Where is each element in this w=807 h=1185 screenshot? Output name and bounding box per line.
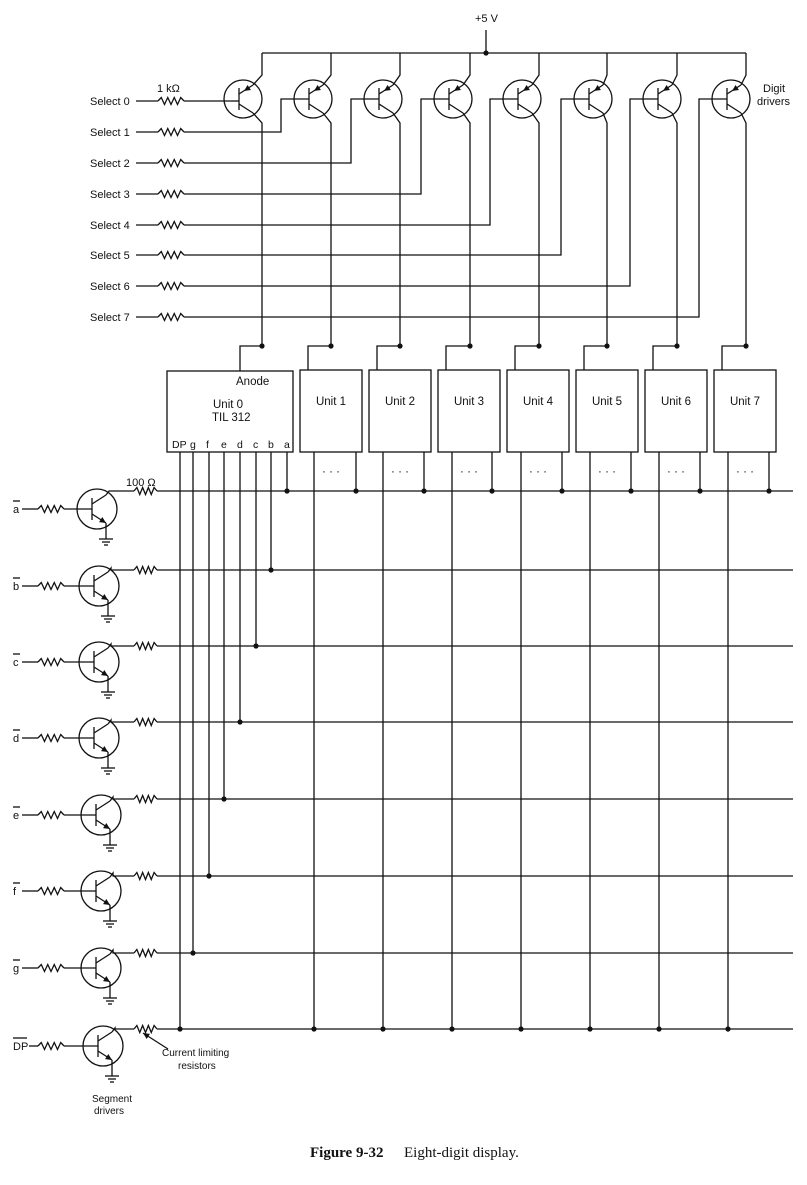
circuit-drawing bbox=[13, 30, 793, 1082]
emitter-to-rail bbox=[393, 53, 400, 85]
junction-dot bbox=[397, 343, 402, 348]
unit0-pin-d: d bbox=[237, 439, 243, 451]
junction-dot bbox=[328, 343, 333, 348]
select-label-2: Select 2 bbox=[90, 158, 130, 170]
transistor-collector bbox=[94, 724, 108, 733]
emitter-arrow bbox=[101, 670, 108, 676]
base-resistor-a bbox=[38, 506, 64, 513]
emitter-arrow bbox=[244, 85, 251, 91]
unit0-pin-g: g bbox=[190, 439, 196, 451]
collector-to-anode bbox=[672, 113, 677, 346]
transistor-collector bbox=[658, 104, 672, 113]
emitter-arrow bbox=[101, 746, 108, 752]
unit-box-2 bbox=[369, 370, 431, 452]
junction-dot bbox=[628, 488, 633, 493]
anode-tab bbox=[240, 346, 262, 371]
unit0-pin-e: e bbox=[221, 439, 227, 451]
unit-label-5: Unit 5 bbox=[591, 396, 623, 408]
junction-dot bbox=[467, 343, 472, 348]
transistor-collector bbox=[96, 877, 110, 886]
base-resistor-d bbox=[38, 735, 64, 742]
collector-lead bbox=[110, 950, 134, 954]
current-limiting-label-1: Current limiting bbox=[162, 1048, 230, 1059]
junction-dot bbox=[674, 343, 679, 348]
anode-tab bbox=[377, 346, 400, 370]
junction-dot bbox=[604, 343, 609, 348]
segment-resistor-label: 100 Ω bbox=[126, 477, 156, 489]
unit0-pin-a: a bbox=[284, 439, 290, 451]
emitter-arrow bbox=[314, 85, 321, 91]
current-limiting-resistor-DP bbox=[134, 1026, 157, 1033]
emitter-arrow bbox=[99, 517, 106, 523]
unit-box-3 bbox=[438, 370, 500, 452]
emitter-arrow bbox=[105, 1054, 112, 1060]
segment-input-DP: DP bbox=[13, 1041, 29, 1053]
select-resistor-6 bbox=[158, 283, 184, 290]
digit-driver-transistor-0 bbox=[224, 80, 262, 118]
unit-label-7: Unit 7 bbox=[729, 396, 761, 408]
junction-dot bbox=[284, 488, 289, 493]
callout-arrow bbox=[143, 1033, 150, 1039]
anode-tab bbox=[722, 346, 746, 370]
select-label-0: Select 0 bbox=[90, 96, 130, 108]
transistor-collector bbox=[239, 104, 253, 113]
collector-to-anode bbox=[393, 113, 400, 346]
segment-input-b: b bbox=[13, 581, 20, 593]
unit0-name: Unit 0 bbox=[213, 399, 244, 411]
current-limiting-label-2: resistors bbox=[178, 1061, 216, 1072]
emitter-to-rail bbox=[253, 53, 262, 85]
select-label-4: Select 4 bbox=[90, 220, 130, 232]
unit-pins-ellipsis: · · · bbox=[529, 466, 547, 478]
anode-tab bbox=[446, 346, 470, 370]
current-limiting-resistor-g bbox=[134, 950, 157, 957]
select-resistor-label: 1 kΩ bbox=[157, 83, 180, 95]
transistor-collector bbox=[96, 801, 110, 810]
segment-input-g: g bbox=[13, 963, 20, 975]
collector-to-anode bbox=[463, 113, 470, 346]
segment-input-a: a bbox=[13, 504, 20, 516]
emitter-to-rail bbox=[603, 53, 607, 85]
emitter-arrow bbox=[523, 85, 530, 91]
select-resistor-0 bbox=[158, 98, 184, 105]
junction-dot bbox=[449, 1026, 454, 1031]
transistor-collector bbox=[94, 648, 108, 657]
unit0-pin-b: b bbox=[268, 439, 274, 451]
base-resistor-c bbox=[38, 659, 64, 666]
collector-to-anode bbox=[741, 113, 746, 346]
unit0-anode-label: Anode bbox=[236, 376, 270, 388]
base-wire-5 bbox=[184, 99, 589, 255]
transistor-collector bbox=[379, 104, 393, 113]
anode-tab bbox=[584, 346, 607, 370]
emitter-to-rail bbox=[741, 53, 746, 85]
current-limiting-resistor-e bbox=[134, 796, 157, 803]
emitter-arrow bbox=[101, 594, 108, 600]
unit-box-4 bbox=[507, 370, 569, 452]
transistor-collector bbox=[94, 572, 108, 581]
digit-drivers-label-1: Digit bbox=[763, 83, 786, 95]
unit-pins-ellipsis: · · · bbox=[667, 466, 685, 478]
unit0-pin-c: c bbox=[253, 439, 259, 451]
emitter-arrow bbox=[594, 85, 601, 91]
digit-drivers-label-2: drivers bbox=[757, 96, 791, 108]
junction-dot bbox=[725, 1026, 730, 1031]
anode-tab bbox=[308, 346, 331, 370]
select-label-1: Select 1 bbox=[90, 127, 130, 139]
junction-dot bbox=[237, 719, 242, 724]
current-limiting-resistor-c bbox=[134, 643, 157, 650]
unit-label-4: Unit 4 bbox=[522, 396, 554, 408]
emitter-arrow bbox=[732, 85, 739, 91]
unit-box-6 bbox=[645, 370, 707, 452]
junction-dot bbox=[221, 796, 226, 801]
unit-pins-ellipsis: · · · bbox=[598, 466, 616, 478]
junction-dot bbox=[311, 1026, 316, 1031]
transistor-collector bbox=[449, 104, 463, 113]
unit0-pin-f: f bbox=[206, 439, 209, 451]
caption-number: Figure 9-32 bbox=[310, 1145, 384, 1161]
unit-pins-ellipsis: · · · bbox=[736, 466, 754, 478]
current-limiting-resistor-f bbox=[134, 873, 157, 880]
segment-input-c: c bbox=[13, 657, 19, 669]
segment-input-d: d bbox=[13, 733, 20, 745]
unit0-pin-DP: DP bbox=[172, 439, 187, 451]
unit-pins-ellipsis: · · · bbox=[460, 466, 478, 478]
emitter-arrow bbox=[103, 823, 110, 829]
junction-dot bbox=[559, 488, 564, 493]
emitter-arrow bbox=[103, 976, 110, 982]
emitter-to-rail bbox=[463, 53, 470, 85]
base-wire-1 bbox=[184, 99, 309, 132]
base-resistor-DP bbox=[38, 1043, 64, 1050]
transistor-collector bbox=[309, 104, 323, 113]
junction-dot bbox=[656, 1026, 661, 1031]
junction-dot bbox=[259, 343, 264, 348]
junction-dot bbox=[353, 488, 358, 493]
unit-label-2: Unit 2 bbox=[384, 396, 416, 408]
emitter-to-rail bbox=[532, 53, 539, 85]
anode-tab bbox=[653, 346, 677, 370]
emitter-arrow bbox=[103, 899, 110, 905]
base-resistor-g bbox=[38, 965, 64, 972]
collector-lead bbox=[110, 873, 134, 877]
select-label-6: Select 6 bbox=[90, 281, 130, 293]
collector-to-anode bbox=[603, 113, 607, 346]
junction-dot bbox=[421, 488, 426, 493]
base-resistor-b bbox=[38, 583, 64, 590]
select-label-5: Select 5 bbox=[90, 250, 130, 262]
collector-to-anode bbox=[253, 113, 262, 346]
transistor-collector bbox=[727, 104, 741, 113]
junction-dot bbox=[190, 950, 195, 955]
current-limiting-resistor-d bbox=[134, 719, 157, 726]
current-limiting-resistor-b bbox=[134, 567, 157, 574]
segment-drivers-label-2: drivers bbox=[94, 1106, 125, 1117]
unit-box-7 bbox=[714, 370, 776, 452]
emitter-to-rail bbox=[672, 53, 677, 85]
collector-to-anode bbox=[532, 113, 539, 346]
caption-title: Eight-digit display. bbox=[404, 1145, 519, 1161]
unit-label-1: Unit 1 bbox=[315, 396, 347, 408]
select-resistor-3 bbox=[158, 191, 184, 198]
junction-dot bbox=[697, 488, 702, 493]
unit-label-3: Unit 3 bbox=[453, 396, 485, 408]
unit-box-5 bbox=[576, 370, 638, 452]
junction-dot bbox=[536, 343, 541, 348]
collector-lead bbox=[110, 797, 134, 801]
emitter-to-rail bbox=[323, 53, 331, 85]
emitter-arrow bbox=[454, 85, 461, 91]
junction-dot bbox=[268, 567, 273, 572]
supply-label: +5 V bbox=[475, 13, 498, 25]
transistor-collector bbox=[589, 104, 603, 113]
segment-input-f: f bbox=[13, 886, 17, 898]
emitter-arrow bbox=[384, 85, 391, 91]
select-resistor-4 bbox=[158, 222, 184, 229]
junction-dot bbox=[483, 50, 488, 55]
emitter-arrow bbox=[663, 85, 670, 91]
transistor-collector bbox=[518, 104, 532, 113]
unit-label-6: Unit 6 bbox=[660, 396, 692, 408]
unit-pins-ellipsis: · · · bbox=[322, 466, 340, 478]
select-resistor-7 bbox=[158, 314, 184, 321]
select-resistor-5 bbox=[158, 252, 184, 259]
collector-to-anode bbox=[323, 113, 331, 346]
transistor-collector bbox=[92, 495, 106, 504]
junction-dot bbox=[489, 488, 494, 493]
transistor-collector bbox=[96, 954, 110, 963]
junction-dot bbox=[518, 1026, 523, 1031]
base-wire-3 bbox=[184, 99, 449, 194]
transistor-collector bbox=[98, 1032, 112, 1041]
unit0-part: TIL 312 bbox=[212, 412, 251, 424]
select-resistor-1 bbox=[158, 129, 184, 136]
junction-dot bbox=[253, 643, 258, 648]
junction-dot bbox=[206, 873, 211, 878]
segment-input-e: e bbox=[13, 810, 20, 822]
junction-dot bbox=[766, 488, 771, 493]
select-resistor-2 bbox=[158, 160, 184, 167]
select-label-7: Select 7 bbox=[90, 312, 130, 324]
junction-dot bbox=[177, 1026, 182, 1031]
base-resistor-f bbox=[38, 888, 64, 895]
base-resistor-e bbox=[38, 812, 64, 819]
anode-tab bbox=[515, 346, 539, 370]
segment-drivers-label-1: Segment bbox=[92, 1094, 133, 1105]
unit-pins-ellipsis: · · · bbox=[391, 466, 409, 478]
select-label-3: Select 3 bbox=[90, 189, 130, 201]
junction-dot bbox=[380, 1026, 385, 1031]
junction-dot bbox=[587, 1026, 592, 1031]
junction-dot bbox=[743, 343, 748, 348]
unit-box-1 bbox=[300, 370, 362, 452]
